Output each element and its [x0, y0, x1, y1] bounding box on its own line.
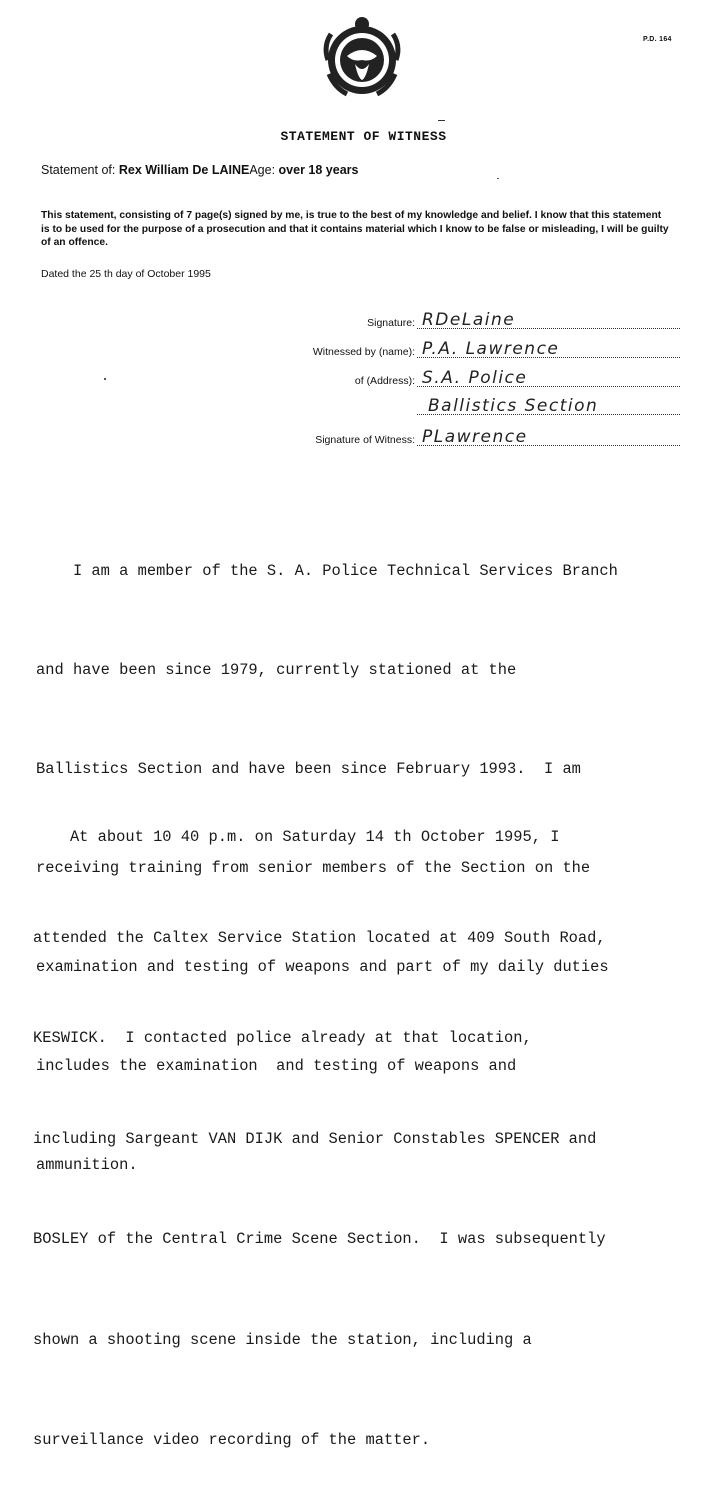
paragraph-line: receiving training from senior members of the Section on the: [36, 859, 591, 877]
scan-mark: [497, 178, 499, 179]
statement-of-label: Statement of:: [41, 163, 116, 177]
paragraph-line: attended the Caltex Service Station located at 409 South Road,: [33, 928, 606, 947]
paragraph-line: and have been since 1979, currently stationed at the: [36, 661, 517, 679]
paragraph-line: KESWICK. I contacted police already at that location,: [33, 1029, 532, 1047]
witness-signature-handwritten: RDeLaine: [422, 310, 516, 330]
paragraph-line: At about 10 40 p.m. on Saturday 14 th October 1995, I: [33, 828, 560, 846]
document-title: STATEMENT OF WITNESS: [280, 129, 447, 144]
signature-row: [260, 309, 680, 331]
address-label: of (Address):: [354, 375, 415, 387]
witnessed-by-row: [260, 338, 680, 360]
age-label: Age:: [249, 163, 276, 177]
paragraph-2: [33, 754, 606, 1491]
witness-signature-handwritten-2: PLawrence: [422, 427, 528, 447]
declaration-text: This statement, consisting of 7 page(s) signed by me, is true to the best of my knowledge and belief. I know that this statement is to be used for the purpose of a prosecution and that it contains material which I know to be false or misleading, I will be guilty of an offence.: [41, 210, 669, 248]
statement-of-line: [41, 163, 358, 177]
police-crest-logo: [319, 16, 405, 98]
address-value: S.A. Police: [422, 368, 528, 388]
paragraph-line: shown a shooting scene inside the station, including a: [33, 1330, 532, 1349]
form-code: P.D. 164: [643, 36, 672, 43]
witness-signature-row: [260, 426, 680, 448]
paragraph-line: Ballistics Section and have been since February 1993. I am: [36, 760, 581, 778]
scan-mark: [438, 120, 445, 121]
paragraph-line: surveillance video recording of the matter.: [33, 1431, 431, 1449]
paragraph-line: I am a member of the S. A. Police Technical Services Branch: [36, 562, 618, 580]
paragraph-line: examination and testing of weapons and part of my daily duties: [36, 958, 609, 976]
paragraph-line: including Sargeant VAN DIJK and Senior Constables SPENCER and: [33, 1129, 597, 1148]
witnessed-by-value: P.A. Lawrence: [422, 339, 560, 359]
witnessed-by-label: Witnessed by (name):: [312, 346, 415, 358]
age-value: over 18 years: [278, 163, 359, 177]
paragraph-line: includes the examination and testing of weapons and: [36, 1057, 517, 1075]
signature-label: Signature:: [367, 317, 415, 329]
dated-line: Dated the 25 th day of October 1995: [41, 268, 211, 280]
scan-mark: [104, 378, 106, 380]
witness-name: Rex William De LAINE: [118, 163, 250, 177]
witness-signature-label: Signature of Witness:: [315, 434, 415, 446]
address-value-continued: Ballistics Section: [428, 396, 599, 416]
address-row: [260, 367, 680, 389]
paragraph-line: ammunition.: [36, 1156, 138, 1174]
paragraph-line: BOSLEY of the Central Crime Scene Section. I was subsequently: [33, 1230, 606, 1248]
address-continued-row: [260, 395, 680, 417]
